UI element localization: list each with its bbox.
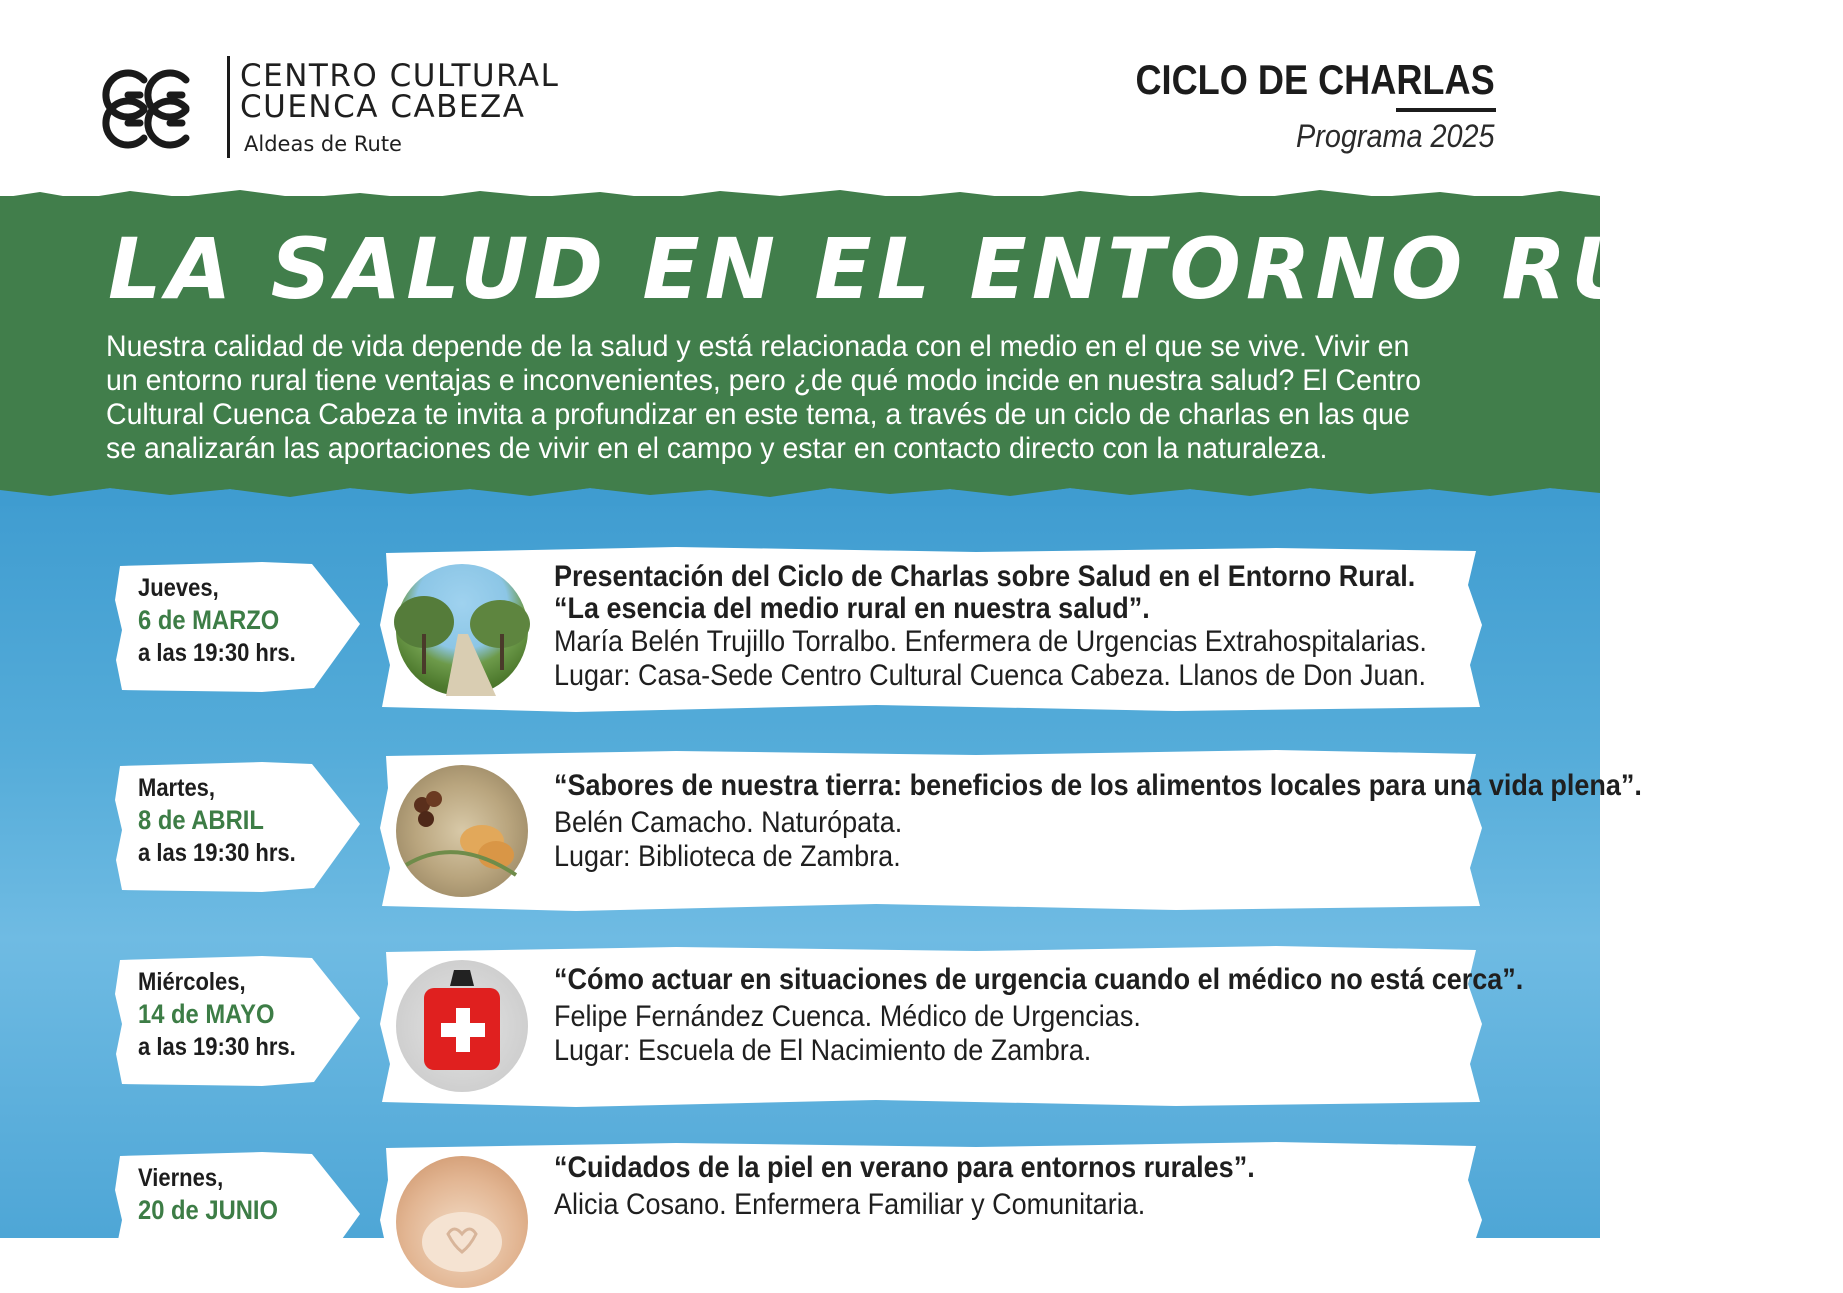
talk-speaker: María Belén Trujillo Torralbo. Enfermera de Urgencias Extrahospitalarias. — [554, 625, 1427, 658]
talk-speaker: Belén Camacho. Naturópata. — [554, 806, 903, 839]
logo-subtitle: Aldeas de Rute — [244, 132, 402, 156]
intro-paragraph: Nuestra calidad de vida depende de la salud y está relacionada con el medio en el que se vive. Vivir en un entorno rural tiene ventajas e inconvenientes, pero ¿de qué modo incide en nuestra salud? El Centro Cultural Cuenca Cabeza te invita a profundizar en este tema, a través de un ciclo de charlas en las que se analizarán las aportaciones de vivir en el campo y estar en contacto directo con la naturaleza. — [106, 330, 1422, 465]
talk-date-tag — [112, 954, 360, 1089]
talk-date-tag — [112, 1150, 360, 1285]
talk-subtitle: “La esencia del medio rural en nuestra salud”. — [554, 592, 1150, 625]
logo-name-line1: CENTRO CULTURAL — [240, 58, 560, 94]
talk-card — [376, 1140, 1488, 1238]
main-title: LA SALUD EN EL ENTORNO RURAL — [108, 220, 1843, 318]
first-aid-kit-photo — [396, 960, 528, 1092]
page-header — [0, 0, 1600, 200]
talk-title: “Cómo actuar en situaciones de urgencia cuando el médico no está cerca”. — [554, 963, 1524, 996]
talk-date: 6 de MARZO — [138, 605, 280, 635]
talk-time: a las 19:30 hrs. — [138, 1033, 296, 1061]
talk-day: Martes, — [138, 774, 216, 802]
cycle-title: CICLO DE CHARLAS — [1135, 56, 1495, 103]
talk-place: Lugar: Casa-Sede Centro Cultural Cuenca Cabeza. Llanos de Don Juan. — [554, 659, 1427, 692]
talk-date-tag — [112, 560, 360, 695]
talk-date: 20 de JUNIO — [138, 1195, 278, 1225]
talk-card — [376, 748, 1642, 914]
talk-speaker: Felipe Fernández Cuenca. Médico de Urgencias. — [554, 1000, 1141, 1033]
ccc-logo-icon — [104, 66, 216, 148]
skin-care-photo — [396, 1156, 528, 1288]
talk-place: Lugar: Escuela de El Nacimiento de Zambra. — [554, 1034, 1092, 1067]
talk-card — [376, 545, 1488, 715]
talk-date: 8 de ABRIL — [138, 805, 264, 835]
torn-edge-blue — [0, 480, 1600, 506]
cycle-title-underline — [1396, 108, 1496, 112]
logo-name-line2: CUENCA CABEZA — [240, 89, 526, 125]
talk-title: Presentación del Ciclo de Charlas sobre Salud en el Entorno Rural. — [554, 560, 1416, 593]
talk-title: “Sabores de nuestra tierra: beneficios de los alimentos locales para una vida plena”. — [554, 769, 1642, 802]
logo-divider — [227, 56, 230, 158]
talk-date-tag — [112, 760, 360, 895]
talk-day: Jueves, — [138, 574, 219, 602]
talk-day: Miércoles, — [138, 968, 246, 996]
talk-day: Viernes, — [138, 1164, 224, 1192]
talk-title: “Cuidados de la piel en verano para entornos rurales”. — [554, 1151, 1255, 1184]
torn-edge-top — [0, 186, 1600, 208]
local-food-photo — [396, 765, 528, 897]
talk-date: 14 de MAYO — [138, 999, 275, 1029]
talk-time: a las 19:30 hrs. — [138, 639, 296, 667]
talk-speaker: Alicia Cosano. Enfermera Familiar y Comunitaria. — [554, 1188, 1146, 1221]
talk-time: a las 19:30 hrs. — [138, 839, 296, 867]
rural-path-photo — [396, 564, 528, 696]
program-year: Programa 2025 — [1296, 118, 1495, 154]
talk-card — [376, 944, 1524, 1110]
talk-place: Lugar: Biblioteca de Zambra. — [554, 840, 901, 873]
